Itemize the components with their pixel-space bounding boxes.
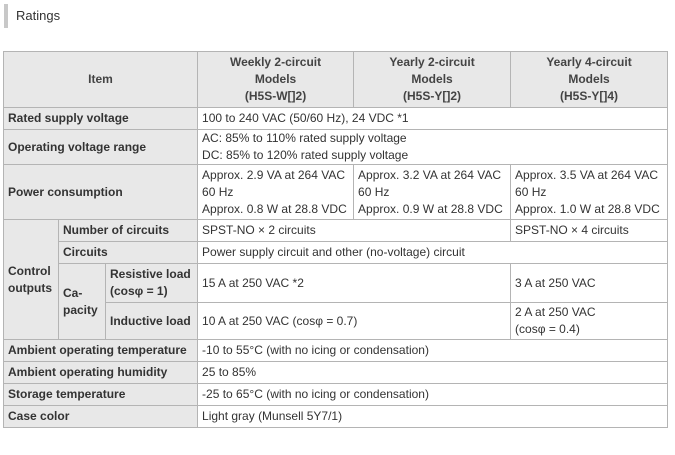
label-inductive-load: Inductive load — [106, 303, 198, 340]
row-ambient-operating-temperature — [4, 340, 668, 362]
section-heading: Ratings — [4, 4, 60, 28]
label-case-color: Case color — [4, 406, 198, 428]
row-power-consumption — [4, 165, 668, 220]
label-power-consumption: Power consumption — [4, 165, 198, 220]
value-power-weekly-2: Approx. 2.9 VA at 264 VAC 60 Hz Approx. 0.8 W at 28.8 VDC — [198, 165, 354, 220]
row-number-of-circuits — [4, 220, 668, 242]
row-resistive-load — [4, 264, 668, 303]
row-case-color — [4, 406, 668, 428]
value-ambient-operating-humidity: 25 to 85% — [198, 362, 668, 384]
value-resistive-load-4: 3 A at 250 VAC — [511, 264, 668, 303]
value-number-of-circuits-4: SPST-NO × 4 circuits — [511, 220, 668, 242]
header-weekly-2-circuit: Weekly 2-circuit Models (H5S-W[]2) — [198, 52, 354, 108]
label-control-outputs: Control outputs — [4, 220, 59, 340]
value-case-color: Light gray (Munsell 5Y7/1) — [198, 406, 668, 428]
row-storage-temperature — [4, 384, 668, 406]
value-storage-temperature: -25 to 65°C (with no icing or condensation) — [198, 384, 668, 406]
label-ambient-operating-temperature: Ambient operating temperature — [4, 340, 198, 362]
row-rated-supply-voltage — [4, 108, 668, 130]
label-storage-temperature: Storage temperature — [4, 384, 198, 406]
row-circuits — [4, 242, 668, 264]
value-rated-supply-voltage: 100 to 240 VAC (50/60 Hz), 24 VDC *1 — [198, 108, 668, 130]
value-ambient-operating-temperature: -10 to 55°C (with no icing or condensation) — [198, 340, 668, 362]
value-operating-voltage-range: AC: 85% to 110% rated supply voltage DC: 85% to 120% rated supply voltage — [198, 130, 668, 165]
value-resistive-load-2: 15 A at 250 VAC *2 — [198, 264, 511, 303]
label-ambient-operating-humidity: Ambient operating humidity — [4, 362, 198, 384]
value-power-yearly-4: Approx. 3.5 VA at 264 VAC 60 Hz Approx. 1.0 W at 28.8 VDC — [511, 165, 668, 220]
value-power-yearly-2: Approx. 3.2 VA at 264 VAC 60 Hz Approx. 0.9 W at 28.8 VDC — [354, 165, 511, 220]
label-number-of-circuits: Number of circuits — [59, 220, 198, 242]
row-ambient-operating-humidity — [4, 362, 668, 384]
header-row — [4, 52, 668, 108]
header-yearly-4-circuit: Yearly 4-circuit Models (H5S-Y[]4) — [511, 52, 668, 108]
header-yearly-2-circuit: Yearly 2-circuit Models (H5S-Y[]2) — [354, 52, 511, 108]
value-inductive-load-4: 2 A at 250 VAC (cosφ = 0.4) — [511, 303, 668, 340]
label-rated-supply-voltage: Rated supply voltage — [4, 108, 198, 130]
header-item: Item — [4, 52, 198, 108]
value-circuits: Power supply circuit and other (no-voltage) circuit — [198, 242, 668, 264]
label-circuits: Circuits — [59, 242, 198, 264]
label-capacity: Ca- pacity — [59, 264, 106, 340]
ratings-table — [3, 51, 668, 428]
value-number-of-circuits-2: SPST-NO × 2 circuits — [198, 220, 511, 242]
row-operating-voltage-range — [4, 130, 668, 165]
label-operating-voltage-range: Operating voltage range — [4, 130, 198, 165]
value-inductive-load-2: 10 A at 250 VAC (cosφ = 0.7) — [198, 303, 511, 340]
label-resistive-load: Resistive load (cosφ = 1) — [106, 264, 198, 303]
